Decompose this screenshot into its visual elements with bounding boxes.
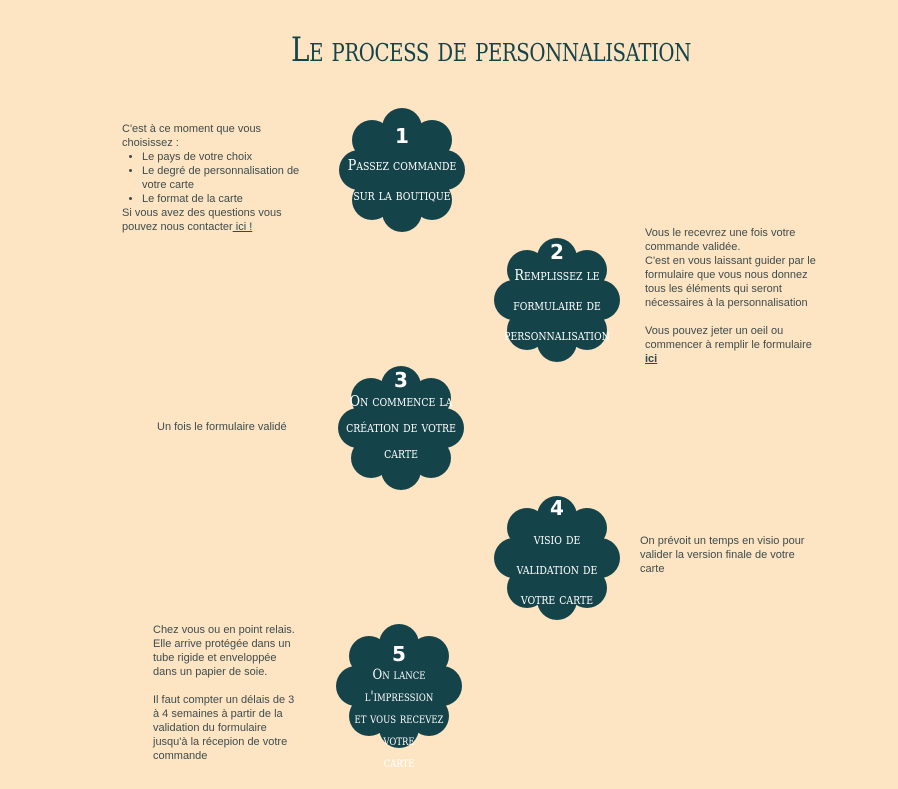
step-4-description [640, 534, 840, 576]
step-3-number: 3 [394, 368, 408, 392]
step-2-line-1: Vous le recevrez une fois votre [645, 227, 796, 239]
step-5-title-line-3: carte [383, 755, 415, 771]
list-item: • Le pays de votre choix [142, 150, 312, 164]
step-1-number: 1 [395, 124, 409, 148]
spacer [645, 310, 845, 324]
step-1-intro-line-2: choisissez : [122, 137, 179, 149]
step-2-line-5: tous les éléments qui seront [645, 283, 782, 295]
spacer [153, 679, 323, 693]
step-5-line-9: commande [153, 750, 208, 762]
step-1-intro-line-1: C'est à ce moment que vous [122, 123, 262, 135]
step-2-line-8: commencer à remplir le formulaire [645, 339, 812, 351]
step-4-line-1: On prévoit un temps en visio pour [640, 535, 805, 547]
step-4-title-line-3: votre carte [520, 590, 594, 608]
step-1-outro-line-1: Si vous avez des questions vous [122, 207, 282, 219]
step-5-title-line-2: et vous recevez votre [354, 711, 444, 749]
step-2-line-7: Vous pouvez jeter un oeil ou [645, 325, 784, 337]
step-5-line-4: dans un papier de soie. [153, 666, 268, 678]
step-2-badge [492, 234, 622, 366]
step-1-choices-list [122, 150, 312, 206]
step-3-title-line-1: On commence la [349, 392, 453, 410]
step-3-title-line-2: création de votre [346, 418, 456, 436]
list-item: • Le format de la carte [142, 192, 312, 206]
step-5-line-5: Il faut compter un délais de 3 [153, 694, 295, 706]
page-title: Le process de personnalisation [291, 30, 691, 70]
step-2-number: 2 [550, 240, 564, 264]
step-5-line-1: Chez vous ou en point relais. [153, 624, 295, 636]
step-2-line-3: C'est en vous laissant guider par le [645, 255, 816, 267]
step-1-outro-line-2: pouvez nous contacter [122, 221, 233, 233]
form-link[interactable]: ici [645, 353, 658, 365]
step-3-description [157, 420, 327, 434]
step-4-number: 4 [550, 496, 564, 520]
step-5-line-6: à 4 semaines à partir de la [153, 708, 283, 720]
step-2-title-line-3: personnalisation [504, 326, 610, 344]
step-2-title-line-2: formulaire de [513, 296, 601, 314]
step-1-title-line-2: sur la boutique [353, 186, 451, 204]
step-2-description [645, 226, 845, 366]
step-5-line-7: validation du formulaire [153, 722, 267, 734]
step-2-line-2: commande validée. [645, 241, 741, 253]
step-4-badge [492, 492, 622, 624]
list-item: • Le degré de personnalisation de votre carte [142, 164, 312, 192]
step-1-badge [337, 104, 467, 236]
step-4-title-line-2: validation de [516, 560, 598, 578]
step-4-line-3: carte [640, 563, 665, 575]
step-2-title-line-1: Remplissez le [514, 266, 600, 284]
contact-link[interactable]: ici ! [232, 221, 253, 233]
step-5-line-8: jusqu'à la récepion de votre [153, 736, 288, 748]
step-1-description [122, 122, 312, 234]
step-1-title-line-1: Passez commande [347, 156, 457, 174]
step-5-badge [334, 620, 464, 771]
step-4-title-line-1: visio de [533, 530, 581, 548]
step-2-line-4: formulaire que vous nous donnez [645, 269, 808, 281]
step-5-line-3: tube rigide et enveloppée [153, 652, 277, 664]
step-5-title-line-1: On lance l'impression [364, 667, 434, 705]
step-2-line-6: nécessaires à la personnalisation [645, 297, 808, 309]
step-5-number: 5 [392, 642, 406, 666]
step-4-line-2: valider la version finale de votre [640, 549, 795, 561]
step-3-badge [336, 362, 466, 494]
step-5-description [153, 623, 323, 763]
step-3-line-1: Un fois le formulaire validé [157, 421, 287, 433]
step-5-line-2: Elle arrive protégée dans un [153, 638, 291, 650]
step-3-title-line-3: carte [384, 444, 418, 462]
